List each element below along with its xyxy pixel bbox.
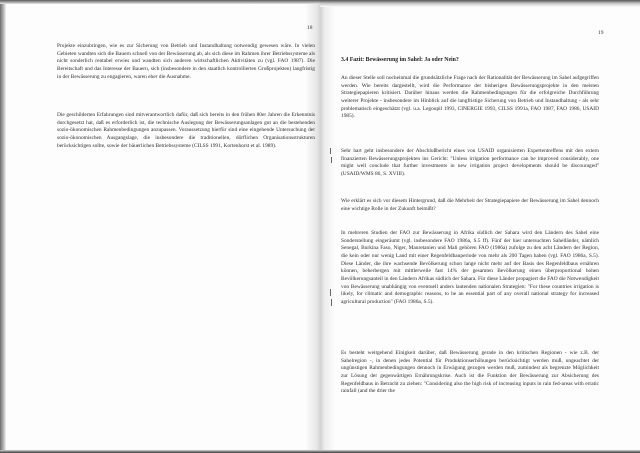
right-paragraph-1	[341, 75, 599, 121]
left-paragraph-1	[57, 43, 315, 81]
margin-mark	[331, 299, 332, 306]
right-paragraph-3	[341, 198, 599, 213]
right-paragraph-5	[341, 350, 599, 396]
paragraph: Es besteht weitgehend Einigkeit darüber, daß Bewässerung gerade in den kritischen Regionen - wie z.B. der Sahelregion -, in denen jedes Potential für Produktionserhöhungen berücksichtigt werden muß, ungeachtet der ungünstigen Rahmenbedingungen dennoch in Erwägung gezogen werden muß, zumindest als begrenzte Möglichkeit zur Lösung der gegenwärtigen Ernährungskrise. Auch ist die Funktion der Bewässerung zur Absicherung des Regenfeldbaus in Betracht zu ziehen: "Considering also the high risk of increasing inputs in rain fed-areas with erratic rainfall (and the drier the	[341, 350, 599, 395]
margin-mark	[331, 157, 332, 163]
paragraph: Die geschilderten Erfahrungen sind mitverantwortlich dafür, daß sich bereits in den frühen 80er Jahren die Erkenntnis durchgesetzt hat, daß es erforderlich ist, die technische Auslegung der Bewässerungsanlagen gut an die bestehenden sozio-ökonomischen Rahmenbedingungen anzupassen. Voraussetzung hierfür sind eine eingehende Untersuchung der sozio-ökonomischen Ausgangslage, die insbesondere die traditionellen, dörflichen Organisationsstrukturen berücksichtigen sollte, sowie der bäuerlichen Betriebssysteme (CILSS 1991, Kortenhorst et al. 1989).	[57, 112, 315, 149]
scan-top-shadow-right	[320, 0, 640, 7]
paragraph: Wie erklärt es sich vor diesem Hintergrund, daß die Mehrheit der Strategiepapiere der Bewässerung im Sahel dennoch eine wichtige Rolle in der Zukunft beimißt?	[341, 198, 599, 212]
right-paragraph-4	[341, 230, 599, 307]
margin-mark	[330, 148, 331, 154]
section-heading: 3.4 Fazit: Bewässerung im Sahel: Ja oder Nein?	[341, 57, 459, 63]
scan-edge-shadow	[0, 0, 6, 453]
margin-mark	[330, 289, 331, 296]
paragraph: Projekte einzubringen, wie es zur Sicherung von Betrieb und Instandhaltung notwendig gewesen wäre. In vielen Gebieten wandten sich die Bauern schnell von der Bewässerung ab, als sich diese im Rahmen ihrer Betriebssysteme als nicht sonderlich rentabel erwies und wandten sich anderen wirtschaftlichen Aktivitäten zu (vgl. FAO 1987). Die Bereitschaft und das Interesse der Bauern, sich (insbesondere in den staatlich kontrollierten Großprojekten) langfristig in der Bewässerung zu engagieren, waren eher die Ausnahme.	[57, 43, 315, 80]
paragraph: In mehreren Studien der FAO zur Bewässerung in Afrika südlich der Sahara wird den Ländern des Sahel eine Sonderstellung eingeräumt (vgl. insbesondere FAO 1986a, S.5 ff). Fünf der hier untersuchten Sahelländer, nämlich Senegal, Burkina Faso, Niger, Mauretanien und Mali gehören FAO (1986a) zufolge zu den acht Ländern der Region, die kein oder nur wenig Land mit einer Regenfeldbauperiode von mehr als 200 Tagen haben (vgl. FAO 1986a, S.5). Diese Länder, die ihre wachsende Bevölkerung schon lange nicht mehr auf der Basis des Regenfeldbaus ernähren können, beherbergen mit mittlerweile fast 14% der gesamten Bevölkerung einen überproportional hohen Bevölkerungsanteil in den Ländern Afrikas südlich der Sahara. Für diese Länder propagiert die FAO die Notwendigkeit von Bewässerung unabhängig von eventuell anders lautenden nationalen Strategien: "For these countries irrigation is likely, for climatic and demographic reasons, to be an essential part of any overall national strategy for increased agricultural production" (FAO 1986a, S.5).	[341, 230, 599, 305]
page-number-left: 18	[307, 25, 313, 31]
paragraph: An dieser Stelle soll nocheinmal die grundsätzliche Frage nach der Rationalität der Bewässerung im Sahel aufgegriffen werden. Wie bereits dargestellt, wird die Performance der bisherigen Bewässerungsprojekte in den meisten Strategiepapieren kritisiert. Darüber hinaus werden die Rahmenbedingungen für die erfolgreiche Durchführung weiterer Projekte - insbesondere im Hinblick auf die langfristige Sicherung von Betrieb und Instandhaltung - als sehr problematisch eingeschätzt (vgl. u.a. Legoupil 1993, CINERGIE 1993, CILSS 1991a, FAO 1987, FAO 1986, USAID 1985).	[341, 75, 599, 120]
right-paragraph-2	[341, 148, 599, 179]
page-number-right: 19	[598, 30, 604, 36]
paragraph: Sehr hart geht insbesondere der Abschlußbericht eines von USAID organisierten Expertentreffens mit den extern finanzierten Bewässerungsprojekten ins Gericht: "Unless irrigation performance can be improved considerably, one might well conclude that further investments in new irrigation project developments should be discouraged" (USAID/WMS 86, S. XVIII).	[341, 148, 599, 177]
left-paragraph-2	[57, 112, 315, 150]
